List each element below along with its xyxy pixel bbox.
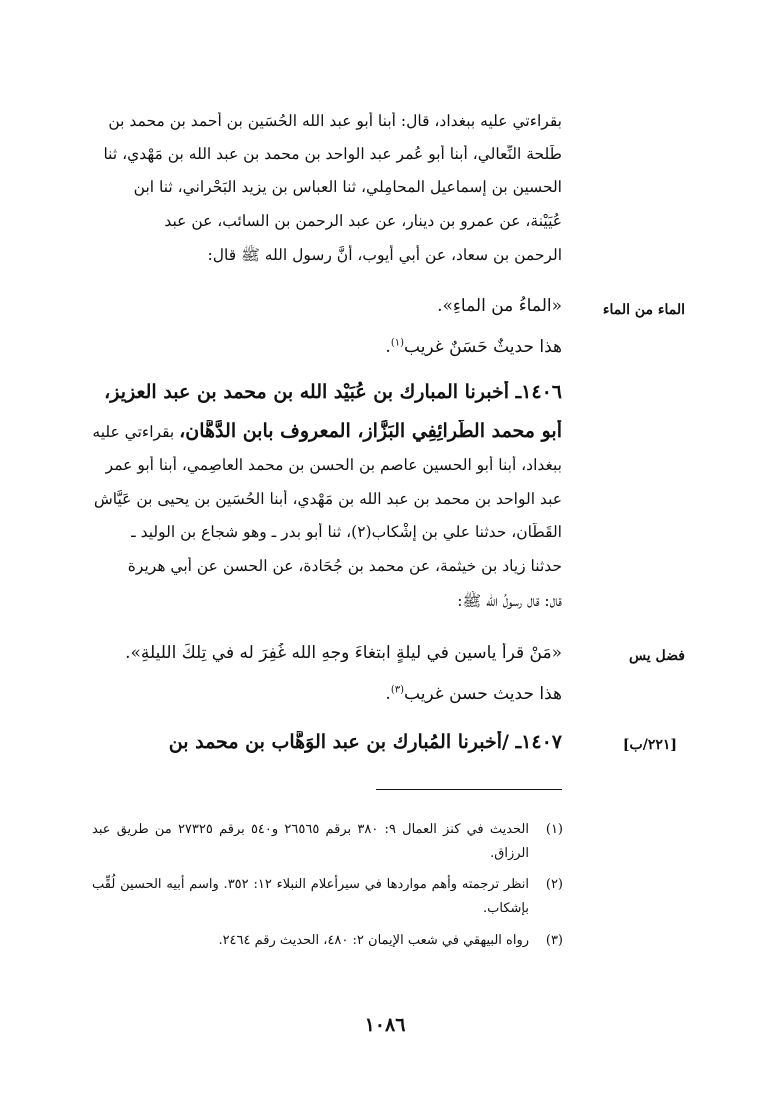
grading-text: هذا حديث حسن غريب [404, 684, 562, 704]
entry-heading-1407: ١٤٠٧ـ /أخبرنا المُبارك بن عبد الوَهَّاب بن محمد بن [168, 731, 562, 753]
text-line: طَلحة النِّعالي، أبنا أبو عُمر عبد الواحد بن محمد بن عبد الله بن مَهْدي، ثنا [103, 145, 562, 163]
text-line: القَطَّان، حدثنا علي بن إشْكاب(٢)، ثنا أبو بدر ـ وهو شجاع بن الوليد ـ [131, 523, 562, 541]
footnote-number: (٢) [545, 877, 563, 892]
text-line: عبد الواحد بن محمد بن عبد الله بن مَهْدي، أبنا الحُسَين بن يحيى بن عَيَّاش [93, 490, 562, 508]
footnote-ref: (٣) [390, 684, 404, 696]
footnote-number: (٣) [545, 933, 563, 948]
entry-heading-1406: ١٤٠٦ـ أخبرنا المبارك بن عُبَيْد الله بن محمد بن عبد العزيز، [104, 381, 562, 403]
footnote-divider [376, 789, 562, 790]
text-line: قال: قال رسولُ الله ﷺ: [457, 592, 562, 610]
footnote-text: انظر ترجمته وأهم مواردها في سيرأعلام النبلاء ١٢: ٣٥٢. واسم أبيه الحسين لُقِّب بإشكاب. [92, 877, 529, 916]
hadith-grading [88, 337, 562, 357]
footnote [92, 818, 563, 866]
footnote-number: (١) [545, 822, 563, 837]
footnote [92, 929, 563, 953]
footnote-text: الحديث في كنز العمال ٩: ٣٨٠ برقم ٢٦٥٦٥ و٥٤٠ برقم ٢٧٣٢٥ من طريق عبد الرزاق. [92, 822, 530, 861]
text-line: الرحمن بن سعاد، عن أبي أيوب، أنَّ رسول الله ﷺ قال: [207, 246, 562, 264]
text-line: عُيَيْنة، عن عمرِو بن دينار، عن عبد الرحمن بن السائب، عن عبد [164, 212, 562, 230]
grading-end: . [385, 684, 391, 704]
text-line: ببغداد، أبنا أبو الحسين عاصم بن الحسن بن محمد العاصِمي، أبنا أبو عمر [105, 456, 562, 474]
text-line: الحسين بن إسماعيل المحامِلي، ثنا العباس بن يزيد البَحْراني، ثنا ابن [133, 178, 562, 196]
grading-end: . [385, 337, 391, 357]
footnote [92, 873, 563, 921]
text-tail: بقراءتي عليه [92, 423, 180, 441]
hadith-quote: «الماءُ من الماءِ». [437, 296, 562, 316]
hadith-grading [88, 684, 562, 704]
margin-title-yasin: فضل يس [628, 648, 685, 664]
entry-heading-1406-cont [88, 420, 562, 442]
footnote-text: رواه البيهقي في شعب الإيمان ٢: ٤٨٠، الحديث رقم ٢٤٦٤. [218, 933, 529, 948]
text-line: حدثنا زياد بن خيثمة، عن محمد بن جُحَادة، عن الحسن عن أبي هريرة [127, 557, 562, 575]
page-number: ١٠٨٦ [364, 1014, 406, 1036]
narrator-name: أبو محمد الطَّرائِفِي البَزَّاز، المعروف بابن الدَّهَّان، [179, 420, 562, 442]
hadith-quote: «مَنْ قرأ ياسين في ليلةٍ ابتغاءَ وجهِ الله غُفِرَ له في تِلكَ الليلةِ». [125, 643, 562, 663]
folio-marker: [٢٢١/ب] [622, 737, 677, 753]
grading-text: هذا حديثٌ حَسَنٌ غريب [404, 337, 562, 357]
margin-title-water: الماء من الماء [602, 302, 685, 318]
footnote-ref: (١) [390, 337, 404, 349]
text-line: بقراءتي عليه ببغداد، قال: أبنا أبو عبد الله الحُسَين بن أحمد بن محمد بن [108, 112, 562, 130]
